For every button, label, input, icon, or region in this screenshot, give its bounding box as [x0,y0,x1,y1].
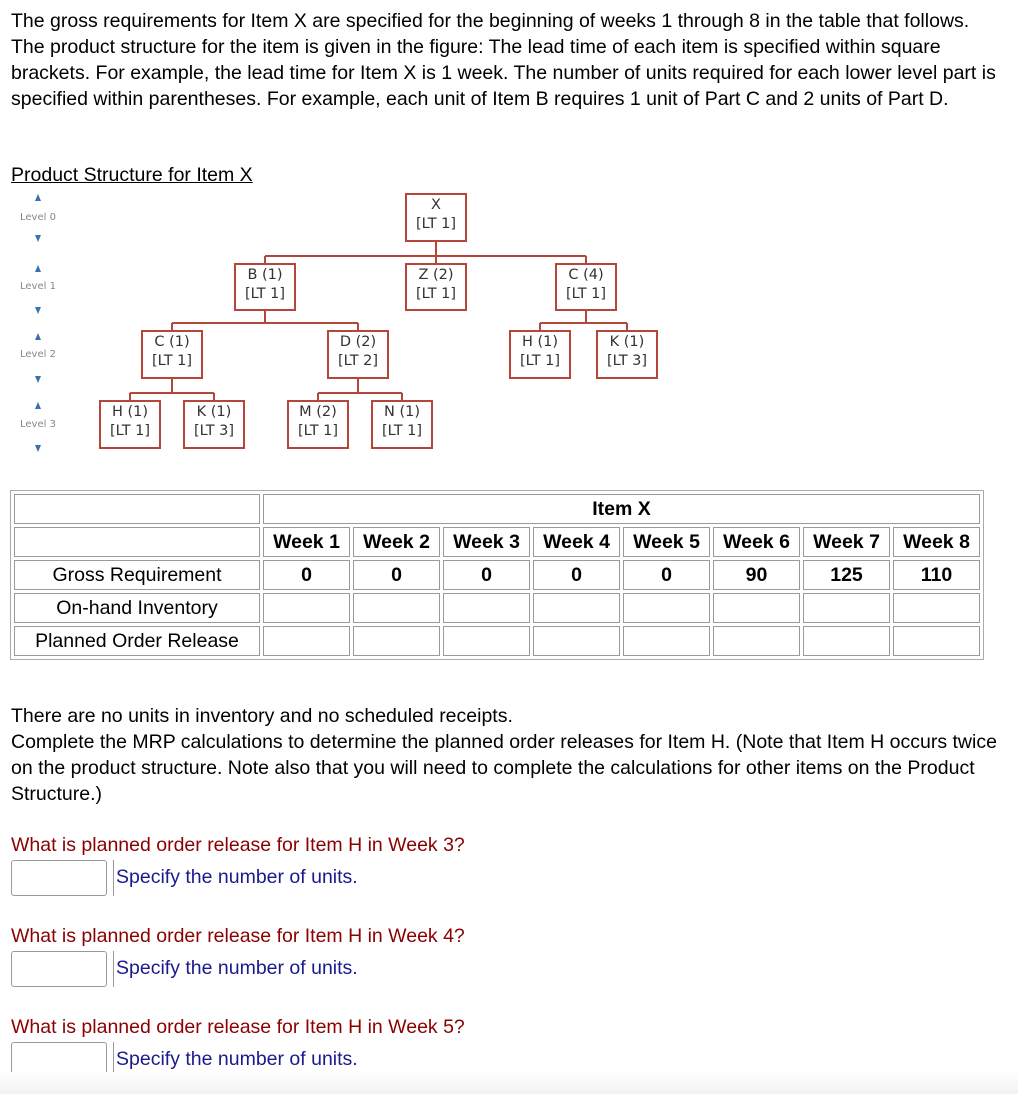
week-header: Week 2 [353,527,440,557]
answer-row-week-3 [11,860,358,896]
level-3-label: Level 3 [20,419,56,430]
node-label: H (1) [521,334,559,350]
planned-order-release-row [14,626,980,656]
level-1-label: Level 1 [20,281,56,292]
node-item-b [234,263,296,311]
node-lead-time: [LT 1] [415,286,457,302]
node-item-k-under-c4 [596,330,658,379]
node-lead-time: [LT 2] [337,353,379,369]
table-cell [533,593,620,623]
row-label: Gross Requirement [14,560,260,590]
node-item-c1 [141,330,203,379]
week-header: Week 6 [713,527,800,557]
table-cell [803,626,890,656]
week-header-row [14,527,980,557]
week-header: Week 1 [263,527,350,557]
node-item-h-under-c4 [509,330,571,379]
table-cell [533,626,620,656]
node-label: K (1) [196,404,232,420]
answer-input-week-4[interactable] [11,951,107,987]
node-label: H (1) [111,404,149,420]
table-cell [443,626,530,656]
node-item-k-under-c1 [183,400,245,449]
node-item-d [327,330,389,379]
table-cell [893,593,980,623]
node-lead-time: [LT 1] [565,286,607,302]
item-header: Item X [263,494,980,524]
week-header: Week 7 [803,527,890,557]
product-structure-diagram [0,190,700,470]
table-cell: 90 [713,560,800,590]
table-cell: 0 [353,560,440,590]
inventory-note: There are no units in inventory and no scheduled receipts. [11,705,513,727]
question-week-5: What is planned order release for Item H in Week 5? [11,1016,465,1038]
node-label: X [431,197,441,213]
table-cell [893,626,980,656]
empty-corner-cell [14,494,260,524]
on-hand-inventory-row [14,593,980,623]
answer-input-week-3[interactable] [11,860,107,896]
table-cell: 0 [263,560,350,590]
question-week-3: What is planned order release for Item H in Week 3? [11,834,465,856]
node-lead-time: [LT 1] [519,353,561,369]
node-label: K (1) [609,334,645,350]
node-label: Z (2) [418,267,454,283]
intro-paragraph: The gross requirements for Item X are specified for the beginning of weeks 1 through 8 in the table that follows. The product structure for the item is given in the figure: The lead time of each item is specified within square brackets. For example, the lead time for Item X is 1 week. The number of units required for each lower level part is specified within parentheses. For example, each unit of Item B requires 1 unit of Part C and 2 units of Part D. [11,10,996,110]
level-0-label: Level 0 [20,212,56,223]
node-lead-time: [LT 1] [244,286,286,302]
mrp-table [10,490,984,660]
item-header-row [14,494,980,524]
node-lead-time: [LT 1] [151,353,193,369]
table-cell [803,593,890,623]
level-2-label: Level 2 [20,349,56,360]
table-cell [263,593,350,623]
week-header: Week 4 [533,527,620,557]
node-item-x [405,193,467,242]
node-item-c4 [555,263,617,311]
table-cell: 0 [443,560,530,590]
node-item-n [371,400,433,449]
node-label: M (2) [299,404,337,420]
node-label: C (1) [154,334,190,350]
node-item-h-under-c1 [99,400,161,449]
table-cell [623,626,710,656]
answer-row-week-4 [11,951,358,987]
node-lead-time: [LT 1] [109,423,151,439]
table-cell [263,626,350,656]
answer-hint: Specify the number of units. [113,860,358,896]
row-label: On-hand Inventory [14,593,260,623]
node-item-m [287,400,349,449]
table-cell: 125 [803,560,890,590]
node-label: N (1) [384,404,420,420]
week-header: Week 5 [623,527,710,557]
week-header: Week 8 [893,527,980,557]
node-label: C (4) [568,267,604,283]
answer-hint: Specify the number of units. [113,951,358,987]
table-cell [713,626,800,656]
answer-hint: Specify the number of units. [113,1042,358,1078]
table-cell: 0 [533,560,620,590]
instructions [11,703,1001,807]
page-bottom-shade [0,1072,1018,1094]
node-lead-time: [LT 3] [193,423,235,439]
table-cell: 110 [893,560,980,590]
node-lead-time: [LT 1] [297,423,339,439]
empty-corner-cell [14,527,260,557]
table-cell [713,593,800,623]
row-label: Planned Order Release [14,626,260,656]
node-label: D (2) [339,334,377,350]
level-arrow-icons [35,194,41,452]
table-cell: 0 [623,560,710,590]
product-structure-title: Product Structure for Item X [11,164,253,186]
table-cell [623,593,710,623]
node-label: B (1) [247,267,283,283]
table-cell [353,626,440,656]
week-header: Week 3 [443,527,530,557]
gross-requirement-row [14,560,980,590]
node-item-z [405,263,467,311]
task-description: Complete the MRP calculations to determine the planned order releases for Item H. (Note that Item H occurs twice on the product structure. Note also that you will need to complete the calculations for other items on the Product Structure.) [11,731,997,805]
table-cell [443,593,530,623]
node-lead-time: [LT 1] [381,423,423,439]
table-cell [353,593,440,623]
node-lead-time: [LT 3] [606,353,648,369]
node-lead-time: [LT 1] [415,216,457,232]
question-week-4: What is planned order release for Item H in Week 4? [11,925,465,947]
